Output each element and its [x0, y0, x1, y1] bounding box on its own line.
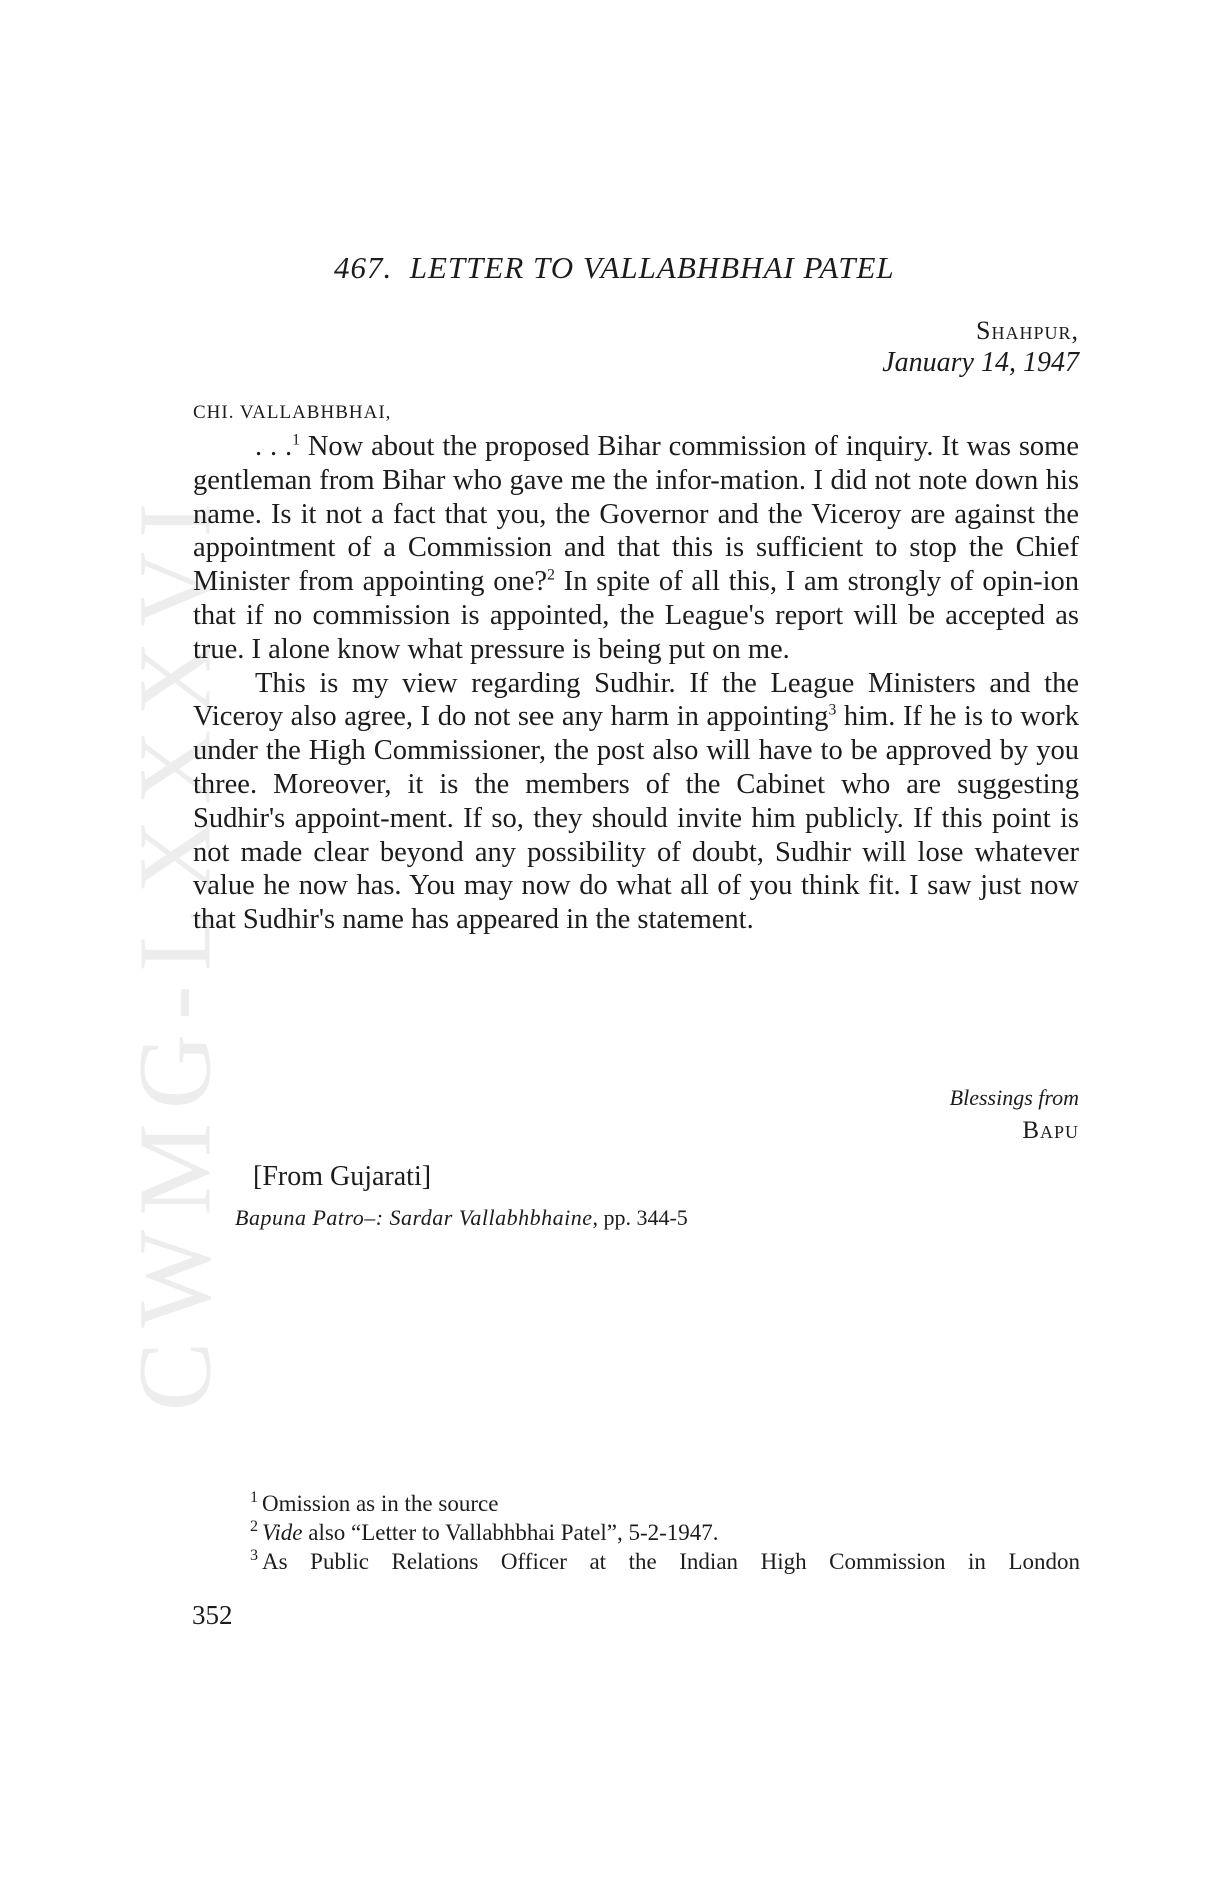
- source-reference: [235, 1205, 688, 1231]
- footnote-vide: Vide: [262, 1520, 303, 1545]
- source-pages: , pp. 344-5: [592, 1205, 688, 1230]
- footnote-text: As Public Relations Officer at the Indian High Commission in London: [262, 1549, 1080, 1574]
- letter-number: 467.: [334, 250, 393, 285]
- footnote-3: [250, 1547, 1080, 1576]
- page-number: 352: [192, 1600, 233, 1630]
- footnote-number: 1: [250, 1489, 259, 1507]
- footnote-1: [250, 1489, 1080, 1518]
- paragraph-2: [193, 667, 1079, 937]
- paragraph-1-text-a: Now about the proposed Bihar commission of inquiry. It was some gentleman from Bihar who gave me the infor-mation. I did not note down his name. Is it not a fact that you, the Governor and the Viceroy are against the appointment of a Commission and that this is sufficient to stop the Chief Minister from appointing one?: [193, 431, 1079, 598]
- footnote-text: Omission as in the source: [262, 1491, 499, 1516]
- letter-body: [193, 430, 1079, 937]
- letter-title: LETTER TO VALLABHBHAI PATEL: [409, 250, 895, 285]
- letter-heading: [334, 250, 895, 286]
- footnote-number: 2: [250, 1518, 259, 1536]
- paragraph-2-text-b: him. If he is to work under the High Commissioner, the post also will have to be approved by you three. Moreover, it is the members of the Cabinet who are suggesting Sudhir's appoint-ment. If so, they should invite him publicly. If this point is not made clear beyond any possibility of doubt, Sudhir will lose whatever value he now has. You may now do what all of you think fit. I saw just now that Sudhir's name has appeared in the statement.: [193, 701, 1079, 936]
- footnote-text: also “Letter to Vallabhbhai Patel”, 5-2-1947.: [302, 1520, 719, 1545]
- footnote-ref-1: 1: [292, 431, 300, 449]
- letter-place: Shahpur,: [976, 316, 1079, 345]
- paragraph-1: [193, 430, 1079, 667]
- omission-mark: . . .: [255, 431, 293, 462]
- footnote-ref-2: 2: [547, 566, 555, 584]
- signature: Bapu: [1022, 1117, 1079, 1144]
- source-title: Bapuna Patro–: Sardar Vallabhbhaine: [235, 1205, 593, 1230]
- letter-date: January 14, 1947: [882, 347, 1079, 378]
- closing-line: Blessings from: [949, 1085, 1079, 1110]
- salutation: CHI. VALLABHBHAI,: [193, 402, 392, 423]
- footnote-ref-3: 3: [828, 701, 837, 719]
- paragraph-1-text-b: In spite of all this, I am strongly of opin-ion that if no commission is appointed, the League's report will be accepted as true. I alone know what pressure is being put on me.: [193, 566, 1079, 665]
- watermark-text: CWMG-LXXXVI: [117, 488, 232, 1412]
- footnote-number: 3: [250, 1547, 259, 1565]
- source-language: [From Gujarati]: [253, 1161, 432, 1192]
- paragraph-2-text-a: This is my view regarding Sudhir. If the League Ministers and the Viceroy also agree, I do not see any harm in appointing: [193, 667, 1079, 733]
- footnote-2: [250, 1518, 1080, 1547]
- footnotes: [250, 1489, 1080, 1576]
